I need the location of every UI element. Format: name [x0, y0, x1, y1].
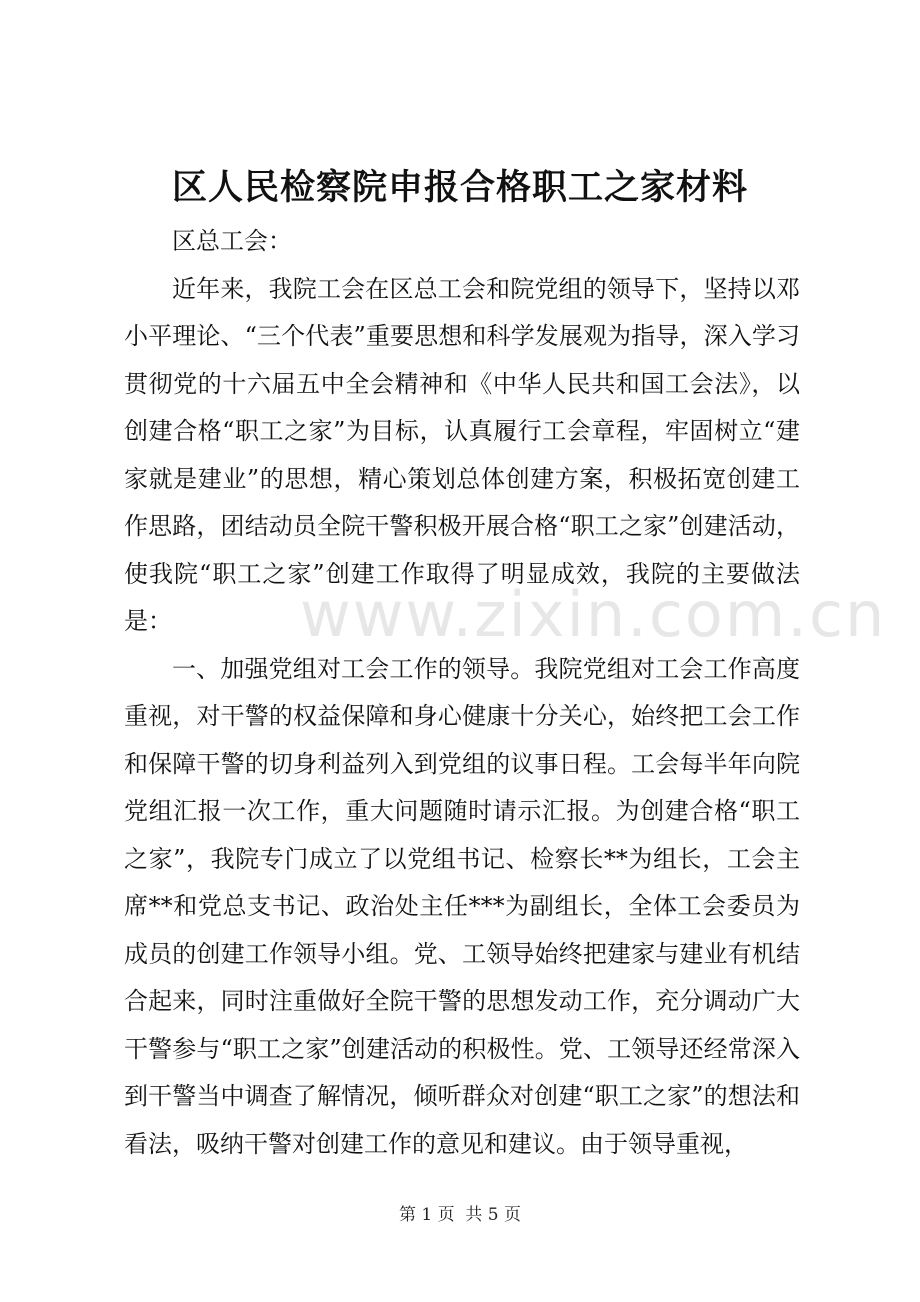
- paragraph-intro: 近年来，我院工会在区总工会和院党组的领导下，坚持以邓小平理论、“三个代表”重要思想和科学发展观为指导，深入学习贯彻党的十六届五中全会精神和《中华人民共和国工会法》，以创建合格“职工之家”为目标，认真履行工会章程，牢固树立“建家就是建业”的思想，精心策划总体创建方案，积极拓宽创建工作思路，团结动员全院干警积极开展合格“职工之家”创建活动，使我院“职工之家”创建工作取得了明显成效，我院的主要做法是：: [124, 274, 800, 635]
- page-footer: [0, 1200, 920, 1225]
- document-title: 区人民检察院申报合格职工之家材料: [171, 167, 748, 208]
- watermark: www.zixin.com.cn: [300, 578, 887, 651]
- salutation: 区总工会：: [172, 227, 292, 255]
- document-body: [124, 218, 800, 1168]
- page-number: 第 1 页 共 5 页: [398, 1205, 522, 1225]
- paragraph-section-1: 一、加强党组对工会工作的领导。我院党组对工会工作高度重视，对干警的权益保障和身心健康十分关心，始终把工会工作和保障干警的切身利益列入到党组的议事日程。工会每半年向院党组汇报一次工作，重大问题随时请示汇报。为创建合格“职工之家”，我院专门成立了以党组书记、检察长**为组长，工会主席**和党总支书记、政治处主任***为副组长，全体工会委员为成员的创建工作领导小组。党、工领导始终把建家与建业有机结合起来，同时注重做好全院干警的思想发动工作，充分调动广大干警参与“职工之家”创建活动的积极性。党、工领导还经常深入到干警当中调查了解情况，倾听群众对创建“职工之家”的想法和看法，吸纳干警对创建工作的意见和建议。由于领导重视，: [124, 654, 800, 1158]
